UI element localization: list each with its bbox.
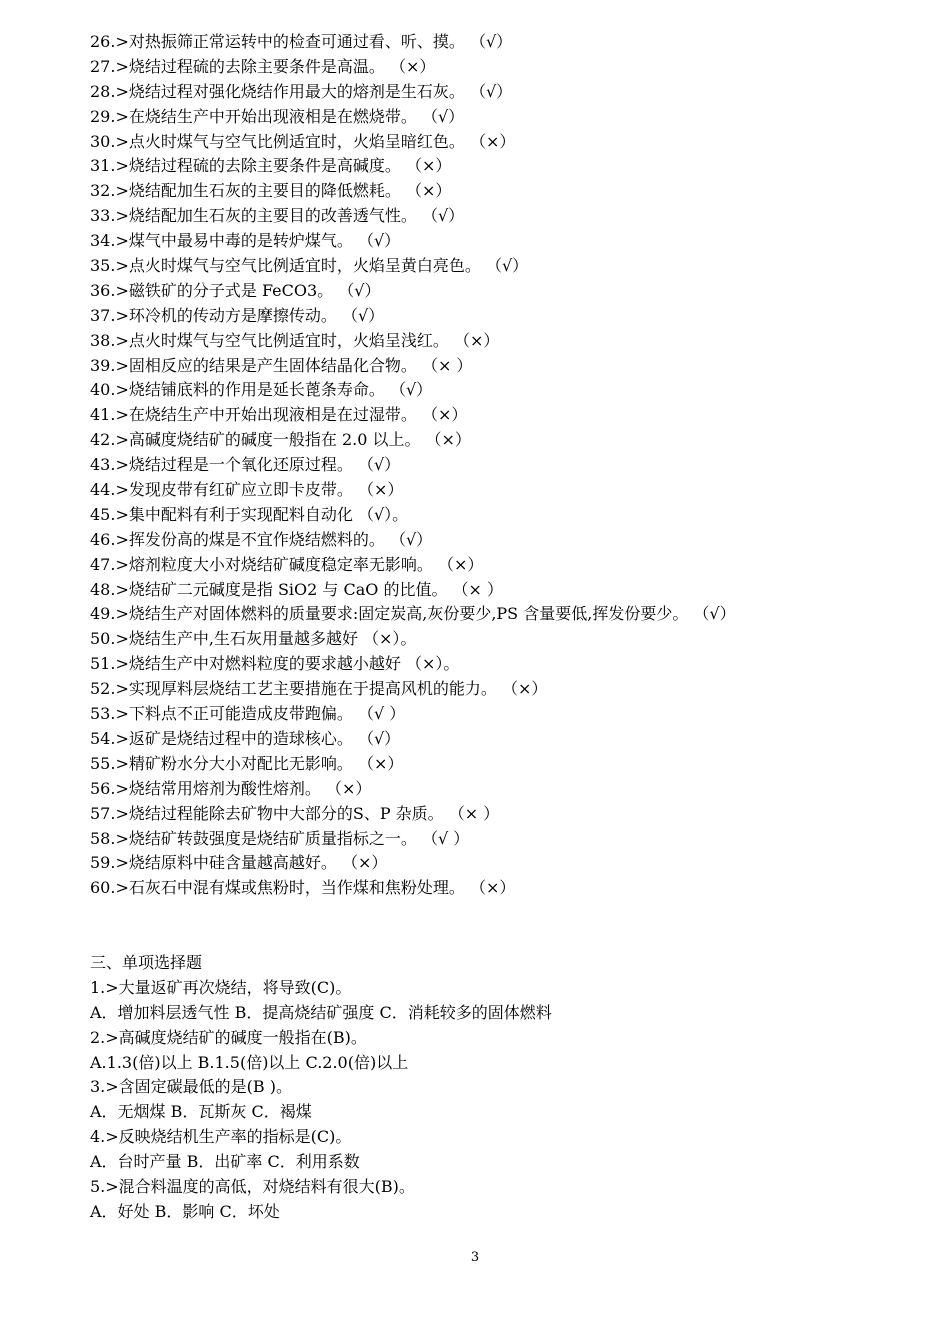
question-52: 52.>实现厚料层烧结工艺主要措施在于提高风机的能力。 （×）	[90, 679, 548, 699]
choice-question-3-options: A．无烟煤 B．瓦斯灰 C．褐煤	[90, 1102, 312, 1122]
question-34: 34.>煤气中最易中毒的是转炉煤气。 （√）	[90, 231, 401, 251]
section-heading: 三、单项选择题	[90, 953, 203, 972]
question-32: 32.>烧结配加生石灰的主要目的降低燃耗。 （×）	[90, 181, 452, 201]
question-31: 31.>烧结过程硫的去除主要条件是高碱度。 （×）	[90, 156, 452, 176]
choice-question-3-stem: 3.>含固定碳最低的是(B )。	[90, 1077, 293, 1097]
question-50: 50.>烧结生产中,生石灰用量越多越好 （×）。	[90, 629, 417, 649]
question-42: 42.>高碱度烧结矿的碱度一般指在 2.0 以上。 （×）	[90, 430, 471, 450]
question-46: 46.>挥发份高的煤是不宜作烧结燃料的。 （√）	[90, 529, 433, 549]
choice-question-5-options: A．好处 B．影响 C．坏处	[90, 1201, 280, 1221]
question-28: 28.>烧结过程对强化烧结作用最大的熔剂是生石灰。 （√）	[90, 81, 513, 101]
question-49: 49.>烧结生产对固体燃料的质量要求:固定炭高,灰份要少,PS 含量要低,挥发份要少。 （√）	[90, 604, 736, 624]
single-choice-section	[90, 951, 930, 1225]
question-40: 40.>烧结铺底料的作用是延长蓖条寿命。 （√）	[90, 380, 433, 400]
question-48: 48.>烧结矿二元碱度是指 SiO2 与 CaO 的比值。 （× ）	[90, 579, 504, 599]
true-false-question-list	[90, 30, 930, 901]
question-26: 26.>对热振筛正常运转中的检查可通过看、听、摸。 （√）	[90, 32, 513, 51]
question-57: 57.>烧结过程能除去矿物中大部分的S、P 杂质。 （× ）	[90, 803, 500, 823]
choice-question-1-options: A．增加料层透气性 B．提高烧结矿强度 C．消耗较多的固体燃料	[90, 1002, 552, 1022]
choice-question-4-options: A．台时产量 B．出矿率 C．利用系数	[90, 1152, 360, 1172]
choice-question-5-stem: 5.>混合料温度的高低，对烧结料有很大(B)。	[90, 1177, 415, 1197]
question-38: 38.>点火时煤气与空气比例适宜时，火焰呈浅红。 （×）	[90, 330, 500, 350]
question-36: 36.>磁铁矿的分子式是 FeCO3。 （√）	[90, 280, 381, 300]
question-35: 35.>点火时煤气与空气比例适宜时，火焰呈黄白亮色。 （√）	[90, 256, 529, 276]
question-30: 30.>点火时煤气与空气比例适宜时，火焰呈暗红色。 （×）	[90, 131, 516, 151]
choice-question-2-stem: 2.>高碱度烧结矿的碱度一般指在(B)。	[90, 1027, 367, 1047]
question-51: 51.>烧结生产中对燃料粒度的要求越小越好 （×）。	[90, 654, 460, 674]
question-27: 27.>烧结过程硫的去除主要条件是高温。 （×）	[90, 56, 436, 76]
page-number: 3	[470, 1250, 480, 1265]
question-58: 58.>烧结矿转鼓强度是烧结矿质量指标之一。 （√ ）	[90, 828, 470, 848]
question-43: 43.>烧结过程是一个氧化还原过程。 （√）	[90, 455, 401, 475]
choice-question-2-options: A.1.3(倍)以上 B.1.5(倍)以上 C.2.0(倍)以上	[90, 1052, 409, 1072]
question-47: 47.>熔剂粒度大小对烧结矿碱度稳定率无影响。 （×）	[90, 554, 484, 574]
question-37: 37.>环冷机的传动方是摩擦传动。 （√）	[90, 305, 385, 325]
question-56: 56.>烧结常用熔剂为酸性熔剂。 （×）	[90, 778, 372, 798]
question-44: 44.>发现皮带有红矿应立即卡皮带。 （×）	[90, 480, 404, 500]
question-60: 60.>石灰石中混有煤或焦粉时，当作煤和焦粉处理。 （×）	[90, 878, 516, 898]
question-59: 59.>烧结原料中硅含量越高越好。 （×）	[90, 853, 388, 873]
question-29: 29.>在烧结生产中开始出现液相是在燃烧带。 （√）	[90, 106, 465, 126]
question-45: 45.>集中配料有利于实现配料自动化 （√）。	[90, 504, 409, 524]
question-33: 33.>烧结配加生石灰的主要目的改善透气性。 （√）	[90, 206, 465, 226]
question-55: 55.>精矿粉水分大小对配比无影响。 （×）	[90, 753, 404, 773]
question-53: 53.>下料点不正可能造成皮带跑偏。 （√ ）	[90, 704, 406, 724]
question-39: 39.>固相反应的结果是产生固体结晶化合物。 （× ）	[90, 355, 473, 375]
question-54: 54.>返矿是烧结过程中的造球核心。 （√）	[90, 728, 401, 748]
choice-question-4-stem: 4.>反映烧结机生产率的指标是(C)。	[90, 1127, 352, 1147]
choice-question-1-stem: 1.>大量返矿再次烧结，将导致(C)。	[90, 977, 352, 997]
question-41: 41.>在烧结生产中开始出现液相是在过湿带。 （×）	[90, 405, 468, 425]
